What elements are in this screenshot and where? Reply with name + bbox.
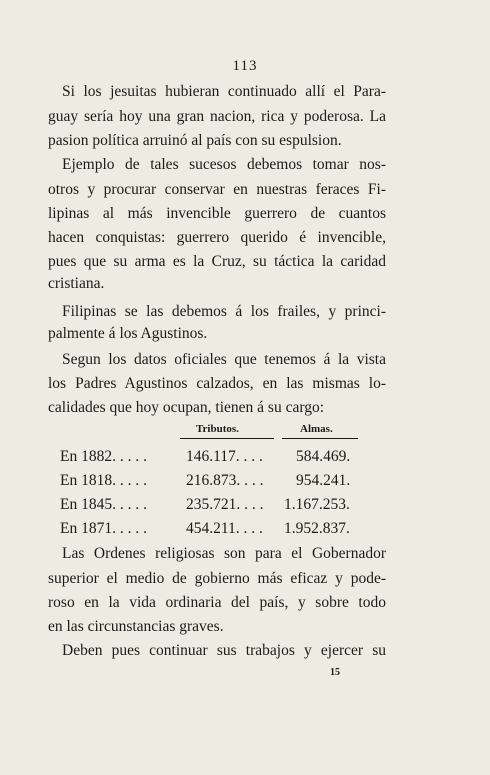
table-row (0, 520, 490, 544)
text-line: cristiana. (48, 275, 105, 292)
page-number: 113 (232, 58, 258, 74)
text-line: Las Ordenes religiosas son para el Gobernador (62, 545, 386, 562)
text-line: palmente á los Agustinos. (48, 325, 208, 342)
row-year: En 1818. . . . . (60, 472, 147, 489)
table-row (0, 472, 490, 496)
text-line: pasion política arruinó al país con su espulsion. (48, 132, 342, 149)
text-line: roso en la vida ordinaria del país, y sobre todo (48, 594, 386, 611)
row-year: En 1882. . . . . (60, 448, 147, 465)
header-rule (180, 438, 274, 439)
text-line: los Padres Agustinos calzados, en las mismas lo- (48, 375, 386, 392)
table-header-tributos: Tributos. (196, 423, 239, 435)
text-line: hacen conquistas: guerrero querido é invencible, (48, 229, 386, 246)
row-tributos: 146.117. . . . (186, 448, 263, 465)
text-line: Ejemplo de tales sucesos debemos tomar nos- (62, 156, 386, 173)
row-tributos: 216.873. . . . (186, 472, 264, 489)
text-line: Segun los datos oficiales que tenemos á la vista (62, 351, 386, 368)
row-tributos: 454.211. . . . (186, 520, 263, 537)
row-almas: 1.952.837. (284, 520, 350, 537)
text-line: en las circunstancias graves. (48, 618, 224, 635)
table-header-almas: Almas. (300, 423, 333, 435)
text-line: lipinas al más invencible guerrero de cuantos (48, 205, 386, 222)
text-line: otros y procurar conservar en nuestras feraces Fi- (48, 181, 386, 198)
signature-mark: 15 (330, 667, 340, 678)
text-line: Deben pues continuar sus trabajos y ejercer su (62, 642, 386, 659)
header-rule (282, 438, 358, 439)
text-line: pues que su arma es la Cruz, su táctica la caridad (48, 253, 386, 270)
text-line: guay sería hoy una gran nacion, rica y poderosa. La (48, 108, 386, 125)
row-almas: 954.241. (296, 472, 351, 489)
table-row (0, 496, 490, 520)
text-line: Filipinas se las debemos á los frailes, y princi- (62, 303, 386, 320)
row-almas: 584.469. (296, 448, 351, 465)
row-year: En 1871. . . . . (60, 520, 147, 537)
row-year: En 1845. . . . . (60, 496, 147, 513)
text-line: Si los jesuitas hubieran continuado allí el Para- (62, 83, 386, 100)
text-line: calidades que hoy ocupan, tienen á su cargo: (48, 399, 325, 416)
text-line: superior el medio de gobierno más eficaz y pode- (48, 570, 386, 587)
row-tributos: 235.721. . . . (186, 496, 264, 513)
row-almas: 1.167.253. (284, 496, 350, 513)
table-row (0, 448, 490, 472)
